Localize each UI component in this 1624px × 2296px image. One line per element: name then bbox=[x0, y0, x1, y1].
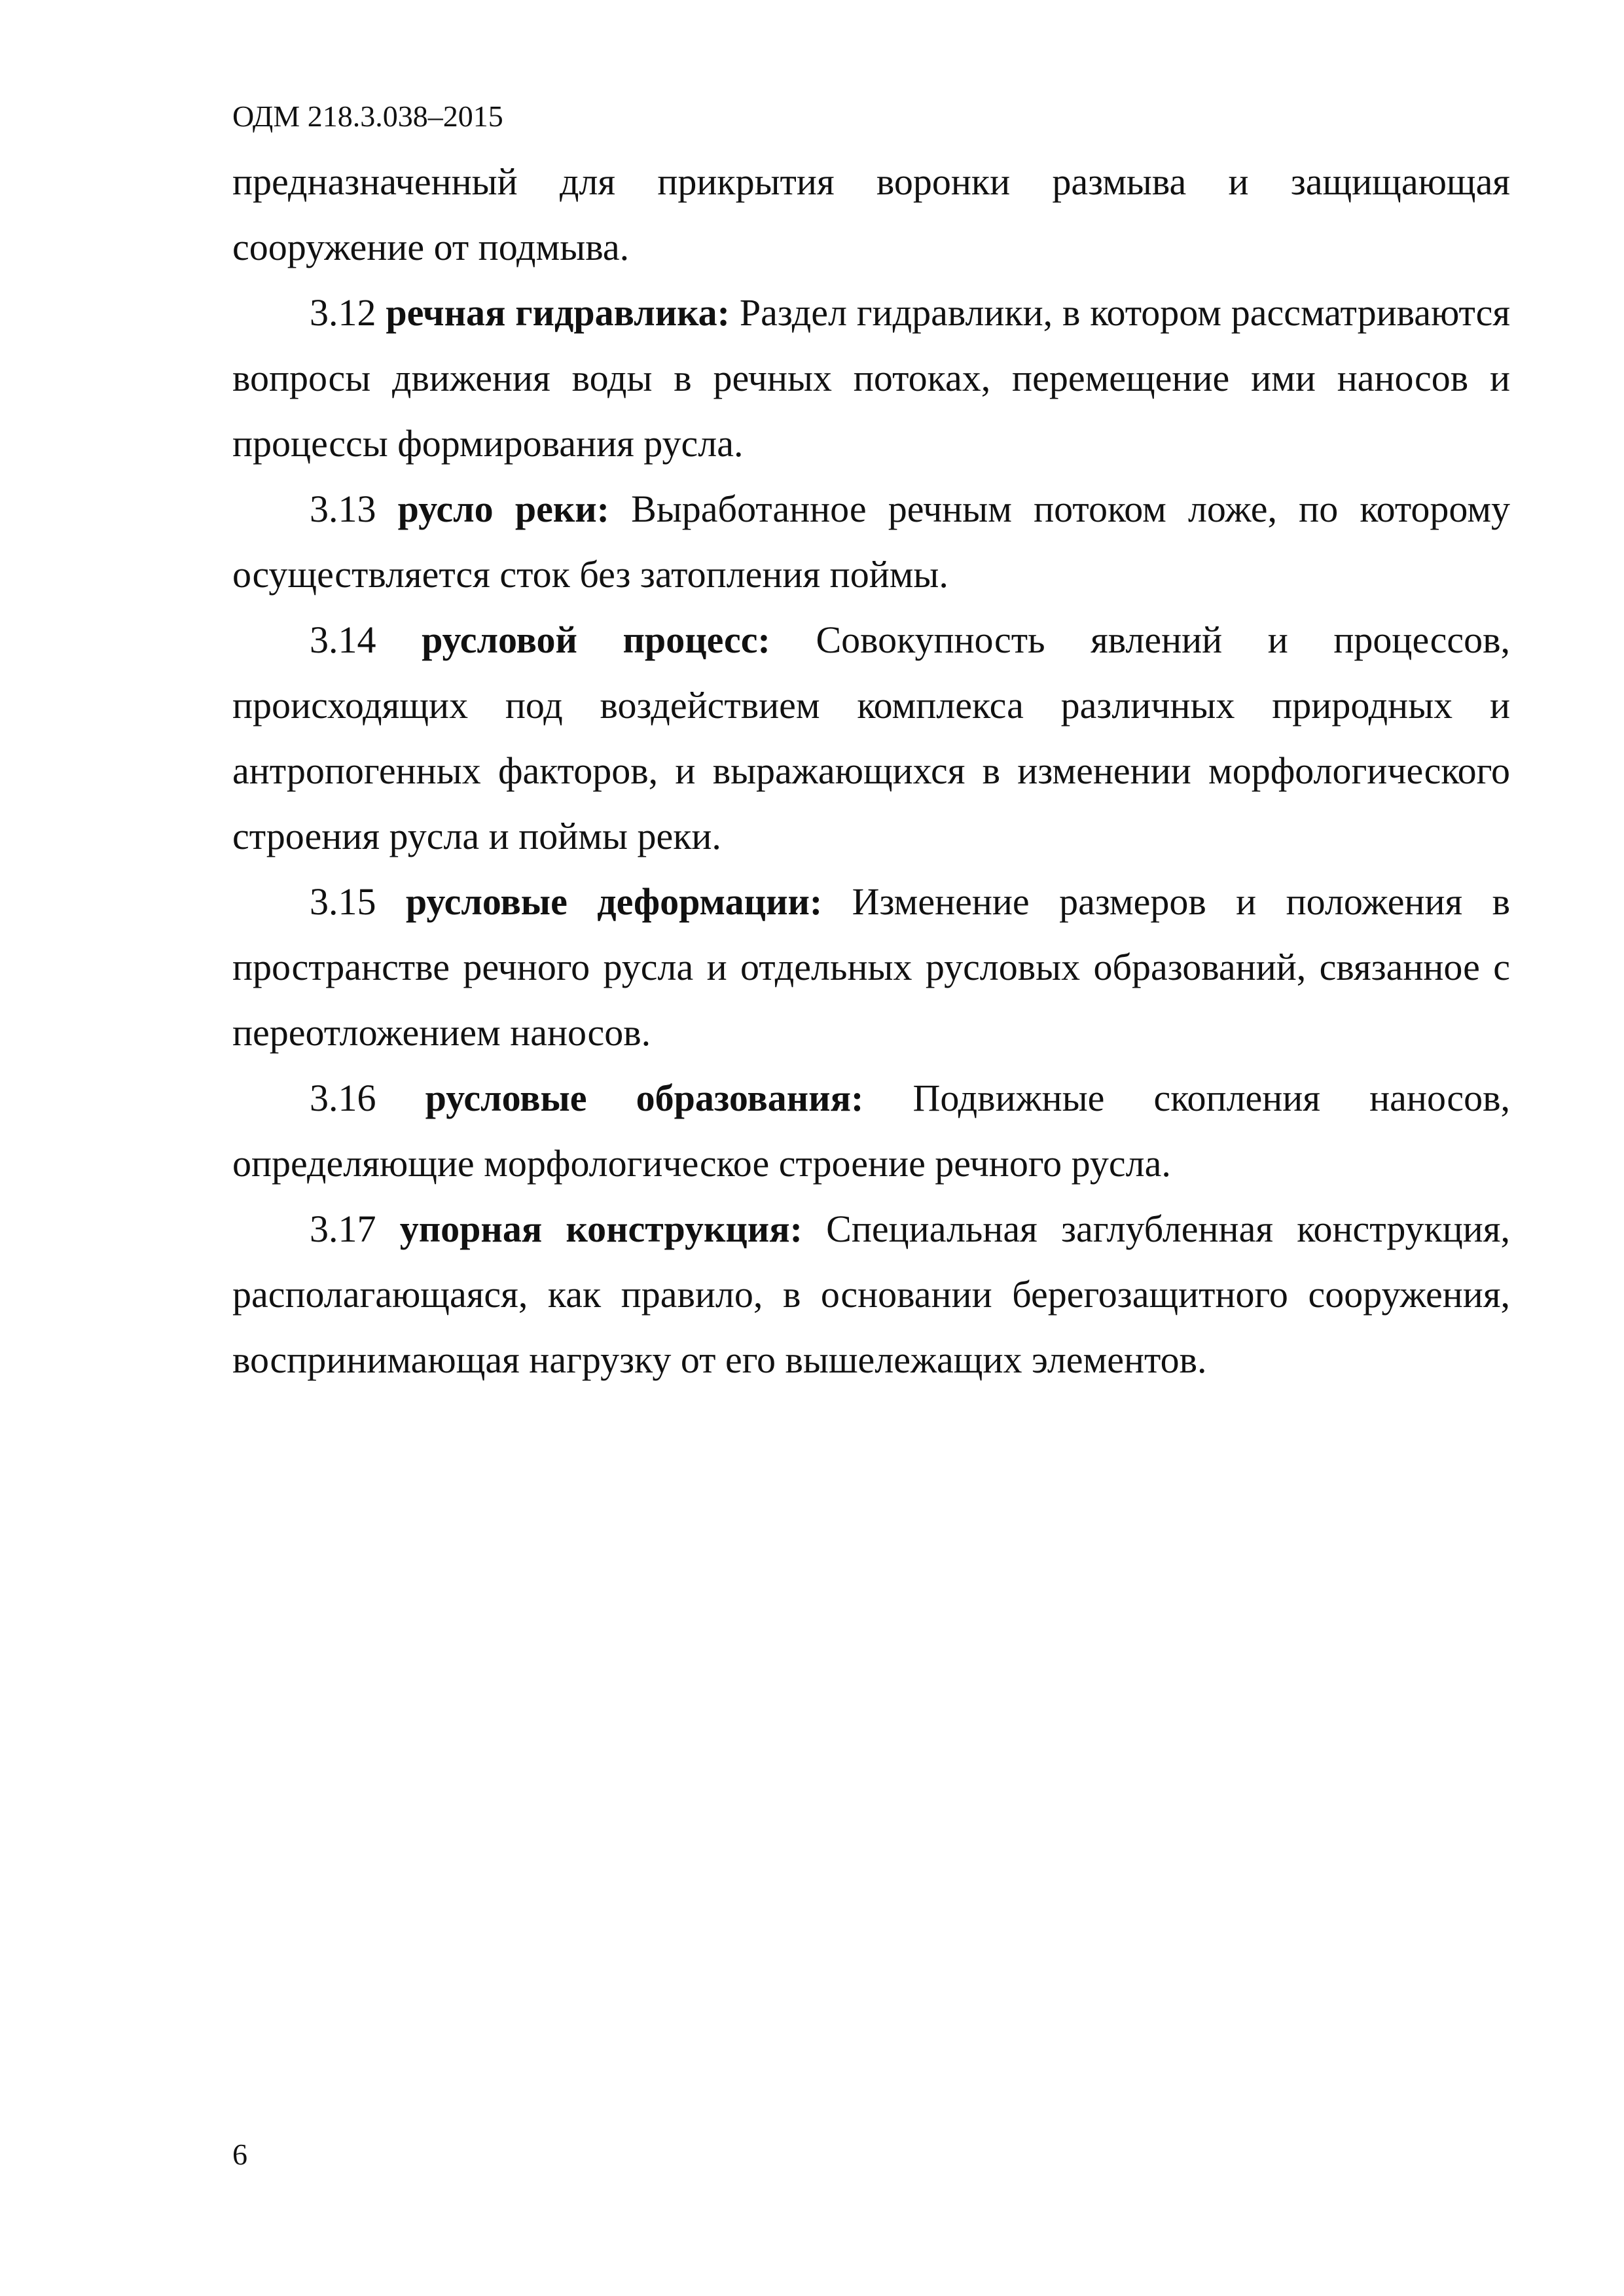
definition-term: речная гидравлика: bbox=[386, 291, 730, 334]
document-code-header: ОДМ 218.3.038–2015 bbox=[232, 99, 503, 133]
definition-text: Раздел гидравлики, в котором рассматриваются вопросы движения воды в речных потоках, перемещение ими наносов и процессы формирования русла. bbox=[232, 291, 1511, 465]
definition-3-13 bbox=[232, 476, 1510, 607]
definition-number: 3.12 bbox=[310, 291, 376, 334]
continuation-paragraph: предназначенный для прикрытия воронки размыва и защищающая сооружение от подмыва. bbox=[232, 160, 1510, 268]
definition-number: 3.17 bbox=[310, 1208, 376, 1250]
definition-text: Выработанное речным потоком ложе, по которому осуществляется сток без затопления поймы. bbox=[232, 488, 1511, 596]
definition-3-15 bbox=[232, 869, 1510, 1066]
definition-term: упорная конструкция: bbox=[399, 1208, 803, 1250]
definition-3-12 bbox=[232, 280, 1510, 476]
definition-term: русло реки: bbox=[397, 488, 609, 530]
definition-number: 3.14 bbox=[310, 619, 376, 661]
definition-term: русловой процесс: bbox=[422, 619, 770, 661]
definition-number: 3.15 bbox=[310, 880, 376, 923]
definition-3-16 bbox=[232, 1066, 1510, 1196]
definition-text: Совокупность явлений и процессов, происходящих под воздействием комплекса различных природных и антропогенных факторов, и выражающихся в изменении морфологического строения русла и поймы реки. bbox=[232, 619, 1510, 857]
document-body bbox=[232, 149, 1510, 1393]
definition-text: Изменение размеров и положения в пространстве речного русла и отдельных русловых образований, связанное с переотложением наносов. bbox=[232, 880, 1511, 1054]
definition-3-17 bbox=[232, 1196, 1510, 1393]
definition-3-14 bbox=[232, 607, 1510, 869]
page-number: 6 bbox=[232, 2138, 247, 2171]
definition-text: Специальная заглубленная конструкция, располагающаяся, как правило, в основании берегозащитного сооружения, воспринимающая нагрузку от его вышележащих элементов. bbox=[232, 1208, 1510, 1381]
definition-term: русловые образования: bbox=[425, 1077, 864, 1119]
definition-number: 3.13 bbox=[310, 488, 376, 530]
definition-text: Подвижные скопления наносов, определяющие морфологическое строение речного русла. bbox=[232, 1077, 1511, 1185]
definition-term: русловые деформации: bbox=[405, 880, 823, 923]
definition-number: 3.16 bbox=[310, 1077, 376, 1119]
